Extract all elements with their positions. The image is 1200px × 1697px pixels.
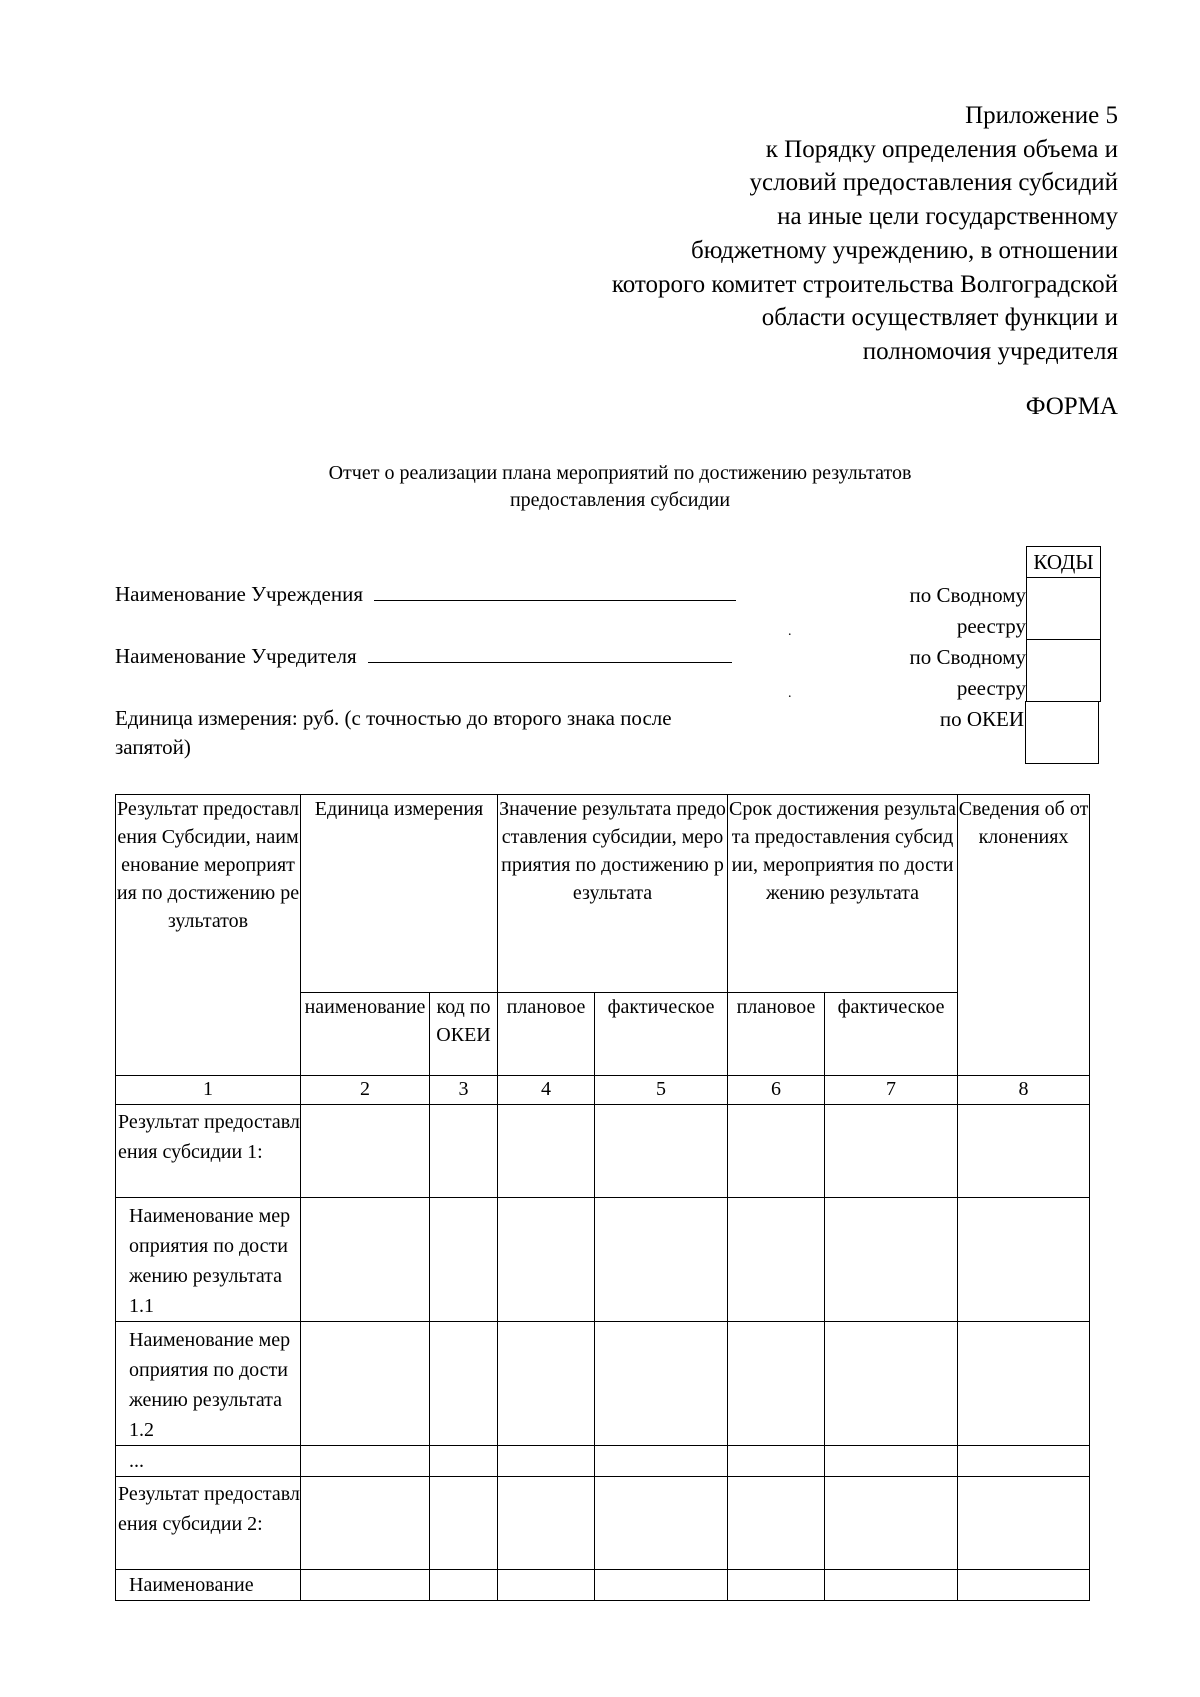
table-cell[interactable]	[301, 1198, 430, 1322]
unit-field	[115, 704, 775, 762]
table-cell[interactable]	[825, 1570, 958, 1601]
registry-label-line: по Сводному	[909, 583, 1026, 607]
report-table	[115, 794, 1090, 1601]
subheader-unit-code: код по ОКЕИ	[430, 993, 498, 1076]
appendix-line: полномочия учредителя	[862, 337, 1118, 365]
table-cell[interactable]	[498, 1477, 595, 1570]
registry-label-institution	[786, 580, 1026, 642]
appendix-line: которого комитет строительства Волгоградской	[611, 270, 1118, 298]
table-cell[interactable]	[430, 1477, 498, 1570]
column-number: 4	[498, 1076, 595, 1105]
table-cell[interactable]	[958, 1446, 1090, 1477]
report-title	[100, 460, 1140, 514]
row-label: Результат предоставления субсидии 1:	[116, 1105, 301, 1198]
appendix-line: области осуществляет функции и	[761, 304, 1118, 332]
table-cell[interactable]	[498, 1446, 595, 1477]
table-cell[interactable]	[595, 1198, 728, 1322]
row-label: Результат предоставления субсидии 2:	[116, 1477, 301, 1570]
table-row	[116, 1322, 1090, 1446]
table-cell[interactable]	[430, 1198, 498, 1322]
table-cell[interactable]	[958, 1105, 1090, 1198]
subheader-deadline-planned: плановое	[728, 993, 825, 1076]
header-deadline: Срок достижения результата предоставления субсидии, мероприятия по достижению результата	[728, 795, 958, 993]
registry-label-line: по Сводному	[909, 645, 1026, 669]
subheader-unit-name: наименование	[301, 993, 430, 1076]
table-cell[interactable]	[728, 1446, 825, 1477]
table-row	[116, 1570, 1090, 1601]
registry-label-founder	[786, 642, 1026, 704]
column-number: 6	[728, 1076, 825, 1105]
institution-label: Наименование Учреждения	[115, 582, 363, 606]
table-cell[interactable]	[430, 1322, 498, 1446]
table-cell[interactable]	[958, 1322, 1090, 1446]
table-cell[interactable]	[498, 1105, 595, 1198]
table-cell[interactable]	[301, 1105, 430, 1198]
row-label: ...	[116, 1446, 301, 1477]
column-number: 2	[301, 1076, 430, 1105]
appendix-line: на иные цели государственному	[777, 203, 1118, 231]
separator-dot: .	[788, 624, 792, 639]
table-cell[interactable]	[825, 1446, 958, 1477]
header-unit: Единица измерения	[301, 795, 498, 993]
founder-input-line[interactable]	[368, 642, 732, 663]
separator-dot: .	[788, 686, 792, 701]
column-number: 5	[595, 1076, 728, 1105]
table-cell[interactable]	[728, 1198, 825, 1322]
row-label: Наименование мероприятия по достижению результата 1.1	[116, 1198, 301, 1322]
subheader-value-planned: плановое	[498, 993, 595, 1076]
column-number: 8	[958, 1076, 1090, 1105]
table-cell[interactable]	[728, 1570, 825, 1601]
report-title-line2: предоставления субсидии	[509, 489, 731, 511]
table-cell[interactable]	[430, 1446, 498, 1477]
institution-field	[115, 580, 736, 609]
table-cell[interactable]	[595, 1477, 728, 1570]
column-number: 1	[116, 1076, 301, 1105]
form-label: ФОРМА	[1025, 393, 1118, 420]
registry-code-box-founder[interactable]	[1026, 639, 1101, 702]
appendix-line: условий предоставления субсидий	[749, 169, 1118, 197]
column-number: 7	[825, 1076, 958, 1105]
column-number: 3	[430, 1076, 498, 1105]
table-header-row	[116, 795, 1090, 993]
row-label: Наименование	[116, 1570, 301, 1601]
table-row	[116, 1446, 1090, 1477]
table-cell[interactable]	[595, 1446, 728, 1477]
okei-label: по ОКЕИ	[939, 707, 1024, 731]
table-row	[116, 1105, 1090, 1198]
subheader-value-actual: фактическое	[595, 993, 728, 1076]
table-cell[interactable]	[301, 1446, 430, 1477]
table-row	[116, 1198, 1090, 1322]
table-cell[interactable]	[498, 1570, 595, 1601]
subheader-deadline-actual: фактическое	[825, 993, 958, 1076]
table-cell[interactable]	[825, 1322, 958, 1446]
report-title-line1: Отчет о реализации плана мероприятий по достижению результатов	[328, 462, 912, 484]
table-cell[interactable]	[728, 1322, 825, 1446]
registry-label-line: реестру	[956, 614, 1026, 638]
table-cell[interactable]	[825, 1198, 958, 1322]
row-label: Наименование мероприятия по достижению результата 1.2	[116, 1322, 301, 1446]
table-cell[interactable]	[728, 1477, 825, 1570]
table-cell[interactable]	[825, 1477, 958, 1570]
table-cell[interactable]	[301, 1570, 430, 1601]
institution-input-line[interactable]	[374, 580, 736, 601]
unit-line: Единица измерения: руб. (с точностью до второго знака после	[115, 706, 672, 730]
registry-code-box-institution[interactable]	[1026, 577, 1101, 640]
table-cell[interactable]	[498, 1322, 595, 1446]
table-cell[interactable]	[728, 1105, 825, 1198]
table-cell[interactable]	[595, 1105, 728, 1198]
codes-header: КОДЫ	[1026, 546, 1101, 578]
table-cell[interactable]	[958, 1570, 1090, 1601]
table-cell[interactable]	[430, 1105, 498, 1198]
header-value: Значение результата предоставления субсидии, мероприятия по достижению результата	[498, 795, 728, 993]
table-cell[interactable]	[595, 1322, 728, 1446]
table-cell[interactable]	[958, 1198, 1090, 1322]
table-cell[interactable]	[498, 1198, 595, 1322]
founder-field	[115, 642, 732, 671]
column-numbers-row	[116, 1076, 1090, 1105]
table-cell[interactable]	[430, 1570, 498, 1601]
founder-label: Наименование Учредителя	[115, 644, 357, 668]
table-cell[interactable]	[825, 1105, 958, 1198]
unit-line: запятой)	[115, 735, 191, 759]
header-result: Результат предоставления Субсидии, наименование мероприятия по достижению результатов	[116, 795, 301, 1076]
appendix-line: Приложение 5	[965, 102, 1118, 129]
appendix-header	[478, 99, 1118, 369]
table-cell[interactable]	[958, 1477, 1090, 1570]
table-cell[interactable]	[301, 1322, 430, 1446]
table-cell[interactable]	[595, 1570, 728, 1601]
appendix-line: к Порядку определения объема и	[765, 135, 1118, 163]
header-deviations: Сведения об отклонениях	[958, 795, 1090, 1076]
table-row	[116, 1477, 1090, 1570]
table-cell[interactable]	[301, 1477, 430, 1570]
registry-label-line: реестру	[956, 676, 1026, 700]
appendix-line: бюджетному учреждению, в отношении	[691, 236, 1118, 264]
okei-code-box[interactable]	[1025, 701, 1099, 764]
